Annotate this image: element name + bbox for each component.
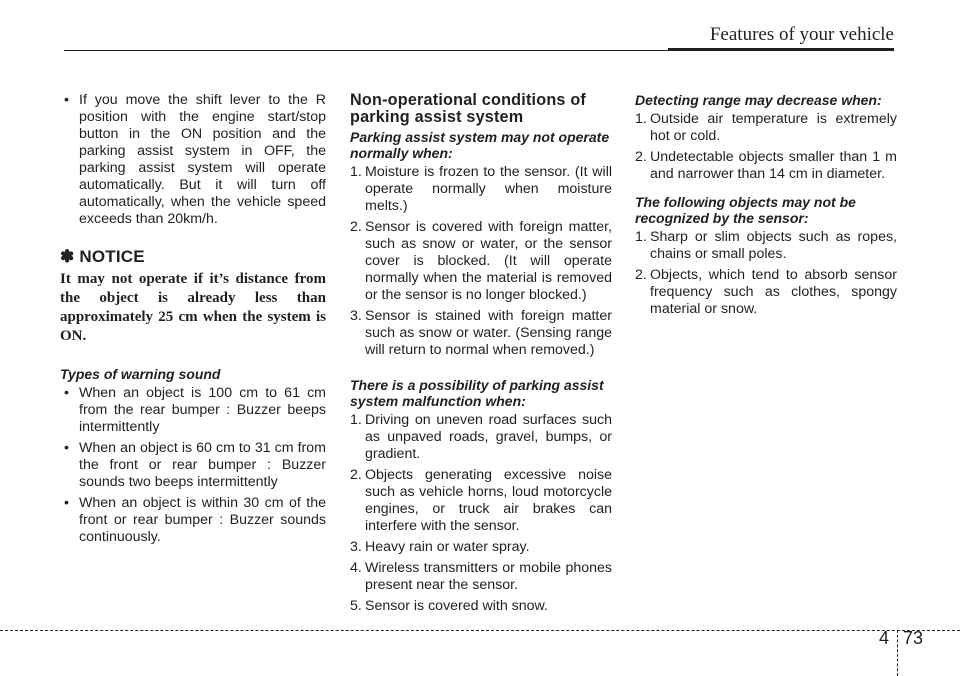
item-number: 3. bbox=[350, 539, 362, 555]
list-item bbox=[350, 467, 612, 535]
page-number-divider bbox=[897, 630, 898, 676]
subheading: Detecting range may decrease when: bbox=[635, 92, 882, 108]
list-item-text: Sensor is covered with snow. bbox=[365, 598, 548, 614]
list-item-text: Objects generating excessive noise such as vehicle horns, loud motorcycle engines, or truck air brakes can interfere with the sensor. bbox=[365, 467, 612, 534]
list-item-text: Outside air temperature is extremely hot or cold. bbox=[650, 111, 897, 144]
list-item-text: Sensor is covered with foreign matter, such as snow or water, or the sensor cover is blocked. (It will operate normally when the material is removed or the sensor is no longer blocked.) bbox=[365, 219, 612, 303]
section-title: Non-operational conditions of parking assist system bbox=[350, 91, 587, 126]
page-number: 73 bbox=[903, 628, 924, 648]
list-item-text: Wireless transmitters or mobile phones present near the sensor. bbox=[365, 560, 612, 593]
bullet-dot: • bbox=[64, 440, 69, 456]
item-number: 3. bbox=[350, 308, 362, 324]
numbered-list bbox=[350, 164, 612, 359]
spacer bbox=[350, 363, 612, 377]
numbered-list bbox=[635, 229, 897, 318]
subheading: There is a possibility of parking assist system malfunction when: bbox=[350, 377, 604, 409]
spacer bbox=[635, 187, 897, 194]
column-right bbox=[635, 92, 897, 322]
bullet-dot: • bbox=[64, 495, 69, 511]
list-item-text: Heavy rain or water spray. bbox=[365, 539, 530, 555]
list-item-text: Moisture is frozen to the sensor. (It will operate normally when moisture melts.) bbox=[365, 164, 612, 214]
intro-text: If you move the shift lever to the R position with the engine start/stop button in the ON position and the parking assist system in OFF, the parking assist system will operate automatically. But it will turn off automatically, when the vehicle speed exceeds than 20km/h. bbox=[79, 92, 326, 227]
list-item-text: Sharp or slim objects such as ropes, chains or small poles. bbox=[650, 229, 897, 262]
list-item-text: Driving on uneven road surfaces such as unpaved roads, gravel, bumps, or gradient. bbox=[365, 412, 612, 462]
section-header-title: Features of your vehicle bbox=[709, 24, 894, 45]
list-item bbox=[350, 219, 612, 304]
warning-sound-heading: Types of warning sound bbox=[60, 366, 221, 382]
list-item-text: Objects, which tend to absorb sensor frequency such as clothes, spongy material or snow. bbox=[650, 267, 897, 317]
item-number: 2. bbox=[350, 219, 362, 235]
column-left bbox=[60, 92, 326, 550]
list-item-text: Undetectable objects smaller than 1 m and narrower than 14 cm in diameter. bbox=[650, 149, 897, 182]
bullet-dot: • bbox=[64, 92, 69, 108]
notice-heading: ✽ NOTICE bbox=[60, 247, 145, 266]
item-number: 2. bbox=[350, 467, 362, 483]
list-item bbox=[350, 560, 612, 594]
item-number: 2. bbox=[635, 149, 647, 165]
numbered-list bbox=[350, 412, 612, 615]
item-number: 1. bbox=[635, 111, 647, 127]
numbered-list bbox=[635, 111, 897, 183]
list-item-text: When an object is within 30 cm of the front or rear bumper : Buzzer sounds continuously. bbox=[79, 495, 326, 545]
list-item bbox=[60, 495, 326, 546]
chapter-number: 4 bbox=[879, 628, 890, 648]
header-rule-accent bbox=[668, 48, 894, 51]
list-item-text: Sensor is stained with foreign matter such as snow or water. (Sensing range will return to normal when removed.) bbox=[365, 308, 612, 358]
subheading: Parking assist system may not operate normally when: bbox=[350, 129, 610, 161]
list-item bbox=[635, 229, 897, 263]
list-item bbox=[635, 111, 897, 145]
item-number: 1. bbox=[350, 412, 362, 428]
item-number: 5. bbox=[350, 598, 362, 614]
list-item bbox=[635, 267, 897, 318]
column-middle bbox=[350, 92, 612, 619]
item-number: 1. bbox=[635, 229, 647, 245]
list-item bbox=[350, 539, 612, 556]
item-number: 1. bbox=[350, 164, 362, 180]
footer-rule bbox=[0, 630, 960, 631]
list-item bbox=[350, 598, 612, 615]
item-number: 2. bbox=[635, 267, 647, 283]
intro-list bbox=[60, 92, 326, 228]
intro-bullet bbox=[60, 92, 326, 228]
item-number: 4. bbox=[350, 560, 362, 576]
list-item bbox=[635, 149, 897, 183]
list-item-text: When an object is 100 cm to 61 cm from the rear bumper : Buzzer beeps intermittently bbox=[79, 385, 326, 435]
bullet-dot: • bbox=[64, 385, 69, 401]
list-item bbox=[60, 440, 326, 491]
warning-sound-list bbox=[60, 385, 326, 546]
list-item-text: When an object is 60 cm to 31 cm from the front or rear bumper : Buzzer sounds two beeps intermittently bbox=[79, 440, 326, 490]
list-item bbox=[350, 164, 612, 215]
list-item bbox=[350, 412, 612, 463]
subheading: The following objects may not be recognized by the sensor: bbox=[635, 194, 856, 226]
list-item bbox=[350, 308, 612, 359]
list-item bbox=[60, 385, 326, 436]
notice-text: It may not operate if it’s distance from the object is already less than approximately 25 cm when the system is ON. bbox=[60, 271, 326, 344]
